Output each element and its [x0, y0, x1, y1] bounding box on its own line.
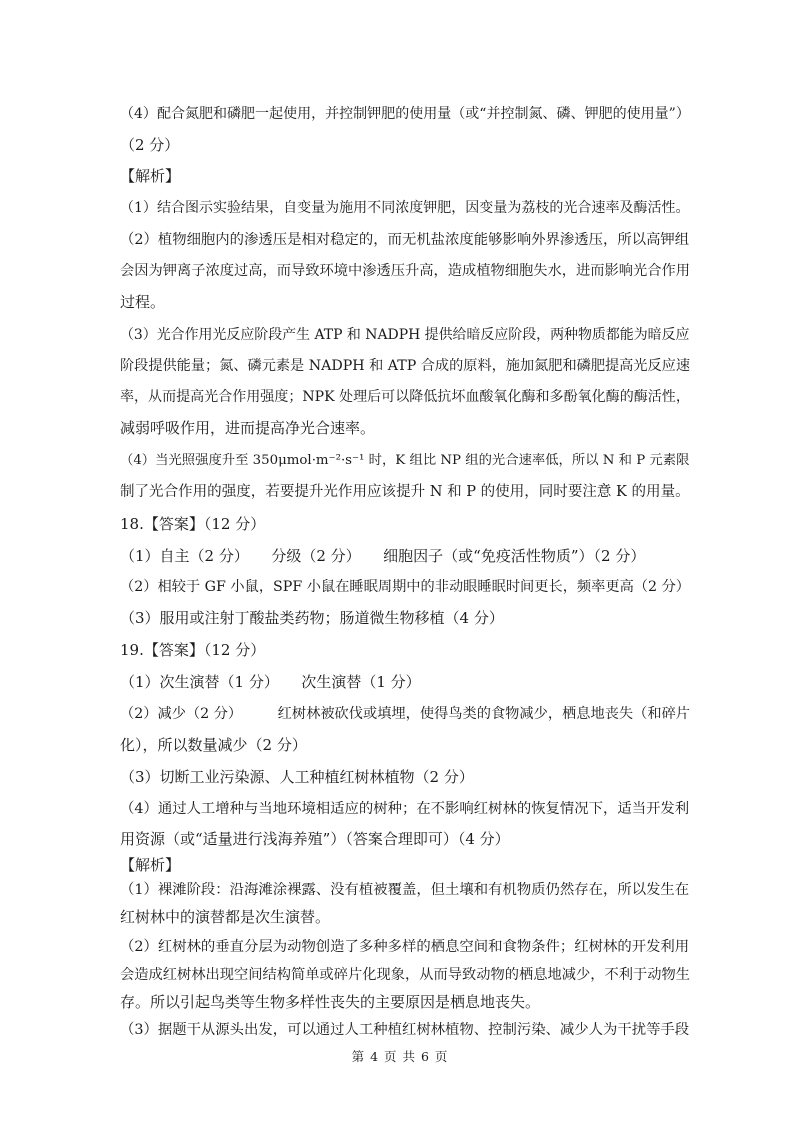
- text-line: 制了光合作用的强度，若要提升光作用应该提升 N 和 P 的使用，同时要注意 K 的用量。: [120, 484, 690, 500]
- page-number: 第 4 页 共 6 页: [351, 1049, 449, 1064]
- text-line: （4）通过人工增种与当地环境相适应的树种；在不影响红树林的恢复情况下，适当开发利: [120, 801, 690, 817]
- text-line: （2）相较于 GF 小鼠，SPF 小鼠在睡眠周期中的非动眼睡眠时间更长，频率更高（2 分）: [120, 579, 691, 595]
- text-line: 过程。: [120, 293, 166, 311]
- text-line: 用资源（或“适量进行浅海养殖”）（答案合理即可）（4 分）: [120, 830, 510, 848]
- text-line: 存。所以引起鸟类等生物多样性丧失的主要原因是栖息地丧失。: [120, 993, 541, 1011]
- text-line: （2）减少（2 分） 红树林被砍伐或填埋，使得鸟类的食物减少，栖息地丧失（和碎片: [120, 706, 691, 722]
- text-line: 会因为钾离子浓度过高，而导致环境中渗透压升高，造成植物细胞失水，进而影响光合作用: [120, 263, 691, 279]
- text-line: （3）据题干从源头出发，可以通过人工种植红树林植物、控制污染、减少人为干扰等手段: [120, 1022, 690, 1038]
- section-heading: 【解析】: [120, 856, 181, 874]
- question-heading: 18.【答案】（12 分）: [120, 515, 266, 533]
- text-line: （1）结合图示实验结果，自变量为施用不同浓度钾肥，因变量为荔枝的光合速率及酶活性。: [120, 200, 690, 216]
- text-line: （1）次生演替（1 分） 次生演替（1 分）: [120, 673, 421, 691]
- text-line: （3）光合作用光反应阶段产生 ATP 和 NADPH 提供给暗反应阶段，两种物质都能为暗反应: [120, 327, 690, 343]
- text-line: （1）自主（2 分） 分级（2 分） 细胞因子（或“免疫活性物质”）（2 分）: [120, 547, 646, 565]
- text-line: （1）裸滩阶段：沿海滩涂裸露、没有植被覆盖，但土壤和有机物质仍然存在，所以发生在: [120, 882, 690, 898]
- text-line: （2）红树林的垂直分层为动物创造了多种多样的栖息空间和食物条件；红树林的开发利用: [120, 939, 690, 955]
- question-heading: 19.【答案】（12 分）: [120, 641, 266, 659]
- text-line: 化），所以数量减少（2 分）: [120, 736, 307, 754]
- text-line: 率，从而提高光合作用强度；NPK 处理后可以降低抗坏血酸氧化酶和多酚氧化酶的酶活性，: [120, 389, 690, 405]
- text-line: （4）配合氮肥和磷肥一起使用，并控制钾肥的使用量（或“并控制氮、磷、钾肥的使用量”）: [120, 106, 690, 122]
- text-line: （2 分）: [120, 136, 180, 154]
- text-line: （2）植物细胞内的渗透压是相对稳定的，而无机盐浓度能够影响外界渗透压，所以高钾组: [120, 232, 690, 248]
- text-line: 红树林中的演替都是次生演替。: [120, 908, 331, 926]
- text-line: 阶段提供能量；氮、磷元素是 NADPH 和 ATP 合成的原料，施加氮肥和磷肥提高光反应速: [120, 358, 691, 374]
- text-line: （3）服用或注射丁酸盐类药物；肠道微生物移植（4 分）: [120, 609, 504, 627]
- text-line: （3）切断工业污染源、人工种植红树林植物（2 分）: [120, 768, 474, 786]
- text-line: （4）当光照强度升至 350μmol·m⁻²·s⁻¹ 时，K 组比 NP 组的光合速率低，所以 N 和 P 元素限: [120, 453, 690, 468]
- text-line: 会造成红树林出现空间结构简单或碎片化现象，从而导致动物的栖息地减少，不利于动物生: [120, 967, 691, 983]
- section-heading: 【解析】: [120, 167, 181, 185]
- text-line: 减弱呼吸作用，进而提高净光合速率。: [120, 419, 376, 437]
